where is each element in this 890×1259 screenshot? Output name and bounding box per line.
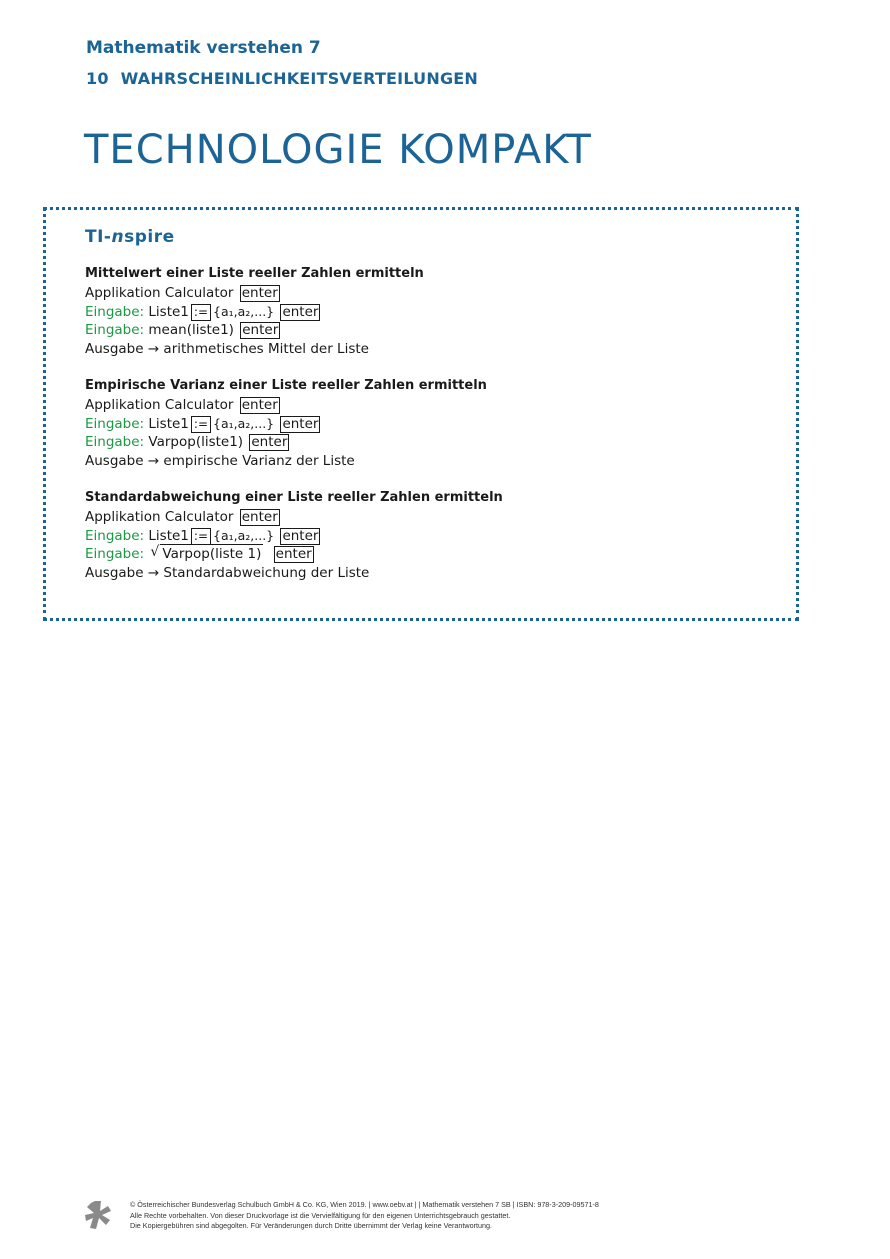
footer — [130, 1200, 599, 1232]
tool-name-prefix: TI- — [85, 227, 112, 247]
app-text: Applikation Calculator — [85, 508, 234, 525]
section-heading: Mittelwert einer Liste reeller Zahlen ermitteln — [85, 266, 424, 281]
enter-key: enter — [282, 303, 319, 320]
app-text: Applikation Calculator — [85, 284, 234, 301]
tool-name-suffix: spire — [124, 227, 175, 247]
input-function: mean(liste1) — [148, 322, 234, 339]
enter-key: enter — [242, 322, 279, 339]
output-line: Ausgabe → empirische Varianz der Liste — [85, 453, 355, 470]
input-list: Liste1 — [148, 527, 189, 544]
eingabe-label: Eingabe: — [85, 322, 145, 339]
enter-key: enter — [251, 434, 288, 451]
eingabe-label: Eingabe: — [85, 527, 145, 544]
square-root-sign: √ — [150, 544, 160, 561]
page-title: TECHNOLOGIE KOMPAKT — [84, 127, 592, 173]
eingabe-label: Eingabe: — [85, 303, 145, 320]
set-expression: {a₁,a₂,...} — [213, 527, 275, 543]
assign-key: := — [191, 416, 211, 433]
section-mean — [85, 265, 424, 359]
footer-line-2: Alle Rechte vorbehalten. Von dieser Druckvorlage ist die Vervielfältigung für den eigenen Unterrichtsgebrauch gestattet. — [130, 1210, 511, 1220]
app-line — [85, 396, 487, 415]
enter-key: enter — [282, 415, 319, 432]
enter-key: enter — [275, 546, 312, 563]
app-line — [85, 508, 503, 527]
section-variance — [85, 377, 487, 471]
tool-name-n: n — [111, 227, 125, 247]
assign-key: := — [191, 528, 211, 545]
chapter-heading — [86, 69, 478, 88]
enter-key: enter — [241, 508, 278, 525]
enter-key: enter — [282, 527, 319, 544]
eingabe-label: Eingabe: — [85, 546, 145, 563]
input-list: Liste1 — [148, 303, 189, 320]
input-line-1 — [85, 527, 503, 546]
footer-line-1: © Österreichischer Bundesverlag Schulbuch GmbH & Co. KG, Wien 2019. | www.oebv.at | | Mathematik verstehen 7 SB | ISBN: 978-3-209-09571-8 — [130, 1200, 599, 1209]
app-line — [85, 284, 424, 303]
eingabe-label: Eingabe: — [85, 415, 145, 432]
section-heading: Empirische Varianz einer Liste reeller Zahlen ermitteln — [85, 378, 487, 393]
eingabe-label: Eingabe: — [85, 434, 145, 451]
input-function: Varpop(liste1) — [148, 434, 244, 451]
chapter-title: WAHRSCHEINLICHKEITSVERTEILUNGEN — [120, 69, 478, 88]
section-std-deviation — [85, 489, 503, 583]
section-heading: Standardabweichung einer Liste reeller Zahlen ermitteln — [85, 490, 503, 505]
input-function: Varpop(liste 1) — [162, 546, 262, 563]
input-line-2 — [85, 545, 503, 564]
footer-line-3: Die Kopiergebühren sind abgegolten. Für Veränderungen durch Dritte übernimmt der Verlag keine Verantwortung. — [130, 1221, 492, 1230]
input-line-1 — [85, 303, 424, 322]
output-line: Ausgabe → Standardabweichung der Liste — [85, 565, 370, 582]
assign-key: := — [191, 304, 211, 321]
output-line: Ausgabe → arithmetisches Mittel der Liste — [85, 341, 369, 358]
input-line-1 — [85, 415, 487, 434]
set-expression: {a₁,a₂,...} — [213, 303, 275, 319]
square-root-expression — [150, 545, 263, 564]
enter-key: enter — [241, 284, 278, 301]
publisher-logo-icon — [84, 1200, 112, 1230]
chapter-number: 10 — [86, 69, 109, 88]
input-line-2 — [85, 321, 424, 340]
set-expression: {a₁,a₂,...} — [213, 415, 275, 431]
input-list: Liste1 — [148, 415, 189, 432]
enter-key: enter — [241, 396, 278, 413]
app-text: Applikation Calculator — [85, 396, 234, 413]
input-line-2 — [85, 433, 487, 452]
book-title: Mathematik verstehen 7 — [86, 38, 321, 58]
tool-name — [85, 227, 175, 247]
